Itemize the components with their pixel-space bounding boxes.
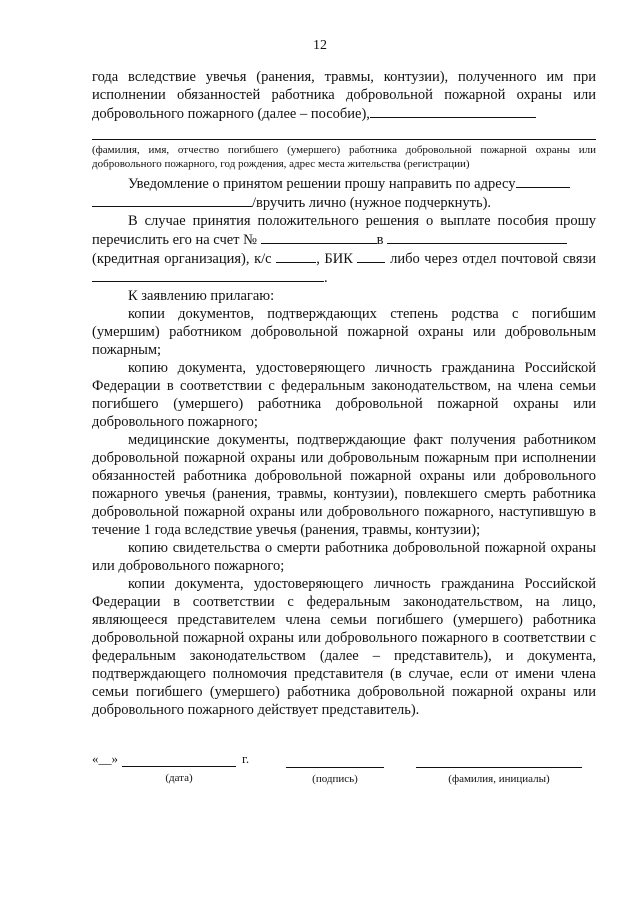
payment-text-2a: (кредитная организация), к/с bbox=[92, 251, 272, 267]
post-office-blank[interactable] bbox=[92, 268, 324, 282]
fio-caption: (фамилия, имя, отчество погибшего (умершего) работника добровольной пожарной охраны или добровольного пожарного, год рождения, адрес места жительства (регистрации) bbox=[92, 144, 596, 170]
notice-paragraph bbox=[92, 174, 596, 212]
name-line[interactable] bbox=[416, 753, 582, 768]
date-caption: (дата) bbox=[165, 772, 193, 784]
payment-end: . bbox=[324, 270, 328, 286]
account-number-blank[interactable] bbox=[261, 230, 377, 244]
attachment-item: копии документов, подтверждающих степень родства с погибшим (умершим) работником добровольной пожарной охраны или добровольным пожарным; bbox=[92, 306, 596, 358]
year-suffix: г. bbox=[242, 751, 250, 766]
date-day: «__» bbox=[92, 751, 118, 766]
payment-text-2b: , БИК bbox=[316, 251, 353, 267]
name-field bbox=[416, 753, 582, 785]
attachment-item: копии документа, удостоверяющего личность гражданина Российской Федерации в соответствии с федеральным законодательством, на лицо, являющееся представителем члена семьи погибшего (умершего) работника добровольной пожарной охраны или добровольного пожарного в соответствии с федеральным законодательством (далее – представитель), и документа, подтверждающего полномочия представителя (в случае, если от имени члена семьи погибшего (умершего) работника добровольной пожарной охраны или добровольного пожарного действует представитель). bbox=[92, 576, 596, 718]
name-caption: (фамилия, инициалы) bbox=[448, 773, 550, 785]
intro-paragraph bbox=[92, 68, 596, 123]
bik-blank[interactable] bbox=[357, 249, 385, 263]
bank-name-blank[interactable] bbox=[387, 230, 567, 244]
attachment-item: копию свидетельства о смерти работника добровольной пожарной охраны или добровольного пожарного; bbox=[92, 540, 596, 574]
date-blank[interactable] bbox=[122, 753, 236, 767]
address-blank-2[interactable] bbox=[92, 193, 252, 207]
address-blank-1[interactable] bbox=[516, 174, 570, 188]
document-body bbox=[92, 68, 596, 719]
attachment-item: копию документа, удостоверяющего личность гражданина Российской Федерации в соответствии с федеральным законодательством, на члена семьи погибшего (умершего) работника добровольной пожарной охраны или добровольного пожарного; bbox=[92, 360, 596, 430]
date-field bbox=[92, 753, 252, 784]
corr-account-blank[interactable] bbox=[276, 249, 316, 263]
intro-text: года вследствие увечья (ранения, травмы, контузии), полученного им при исполнении обязанностей работника добровольной пожарной охраны или добровольного пожарного (далее – пособие), bbox=[92, 69, 596, 122]
attachment-item: медицинские документы, подтверждающие факт получения работником добровольной пожарной охраны или добровольным пожарным при исполнении обязанностей работника добровольной пожарной охраны или добровольного пожарного увечья (ранения, травмы, контузии), повлекшего смерть работника добровольной пожарной охраны или добровольного пожарного, наступившую в течение 1 года вследствие увечья (ранения, травмы, контузии); bbox=[92, 432, 596, 538]
payment-paragraph bbox=[92, 212, 596, 287]
notice-text-2: /вручить лично (нужное подчеркнуть). bbox=[252, 195, 492, 211]
payment-in: в bbox=[376, 232, 384, 248]
attachments-heading: К заявлению прилагаю: bbox=[128, 288, 275, 304]
signature-field bbox=[286, 753, 384, 785]
fio-fill-line[interactable] bbox=[92, 125, 596, 140]
signature-caption: (подпись) bbox=[312, 773, 358, 785]
payment-text-1: В случае принятия положительного решения о выплате пособия прошу перечислить его на счет № bbox=[92, 213, 596, 248]
signature-block bbox=[92, 753, 596, 793]
page-number: 12 bbox=[313, 38, 327, 53]
signature-line[interactable] bbox=[286, 753, 384, 768]
benefit-blank[interactable] bbox=[370, 104, 536, 118]
payment-text-2c: либо через отдел почтовой связи bbox=[390, 251, 596, 267]
notice-text-1: Уведомление о принятом решении прошу направить по адресу bbox=[128, 176, 516, 192]
